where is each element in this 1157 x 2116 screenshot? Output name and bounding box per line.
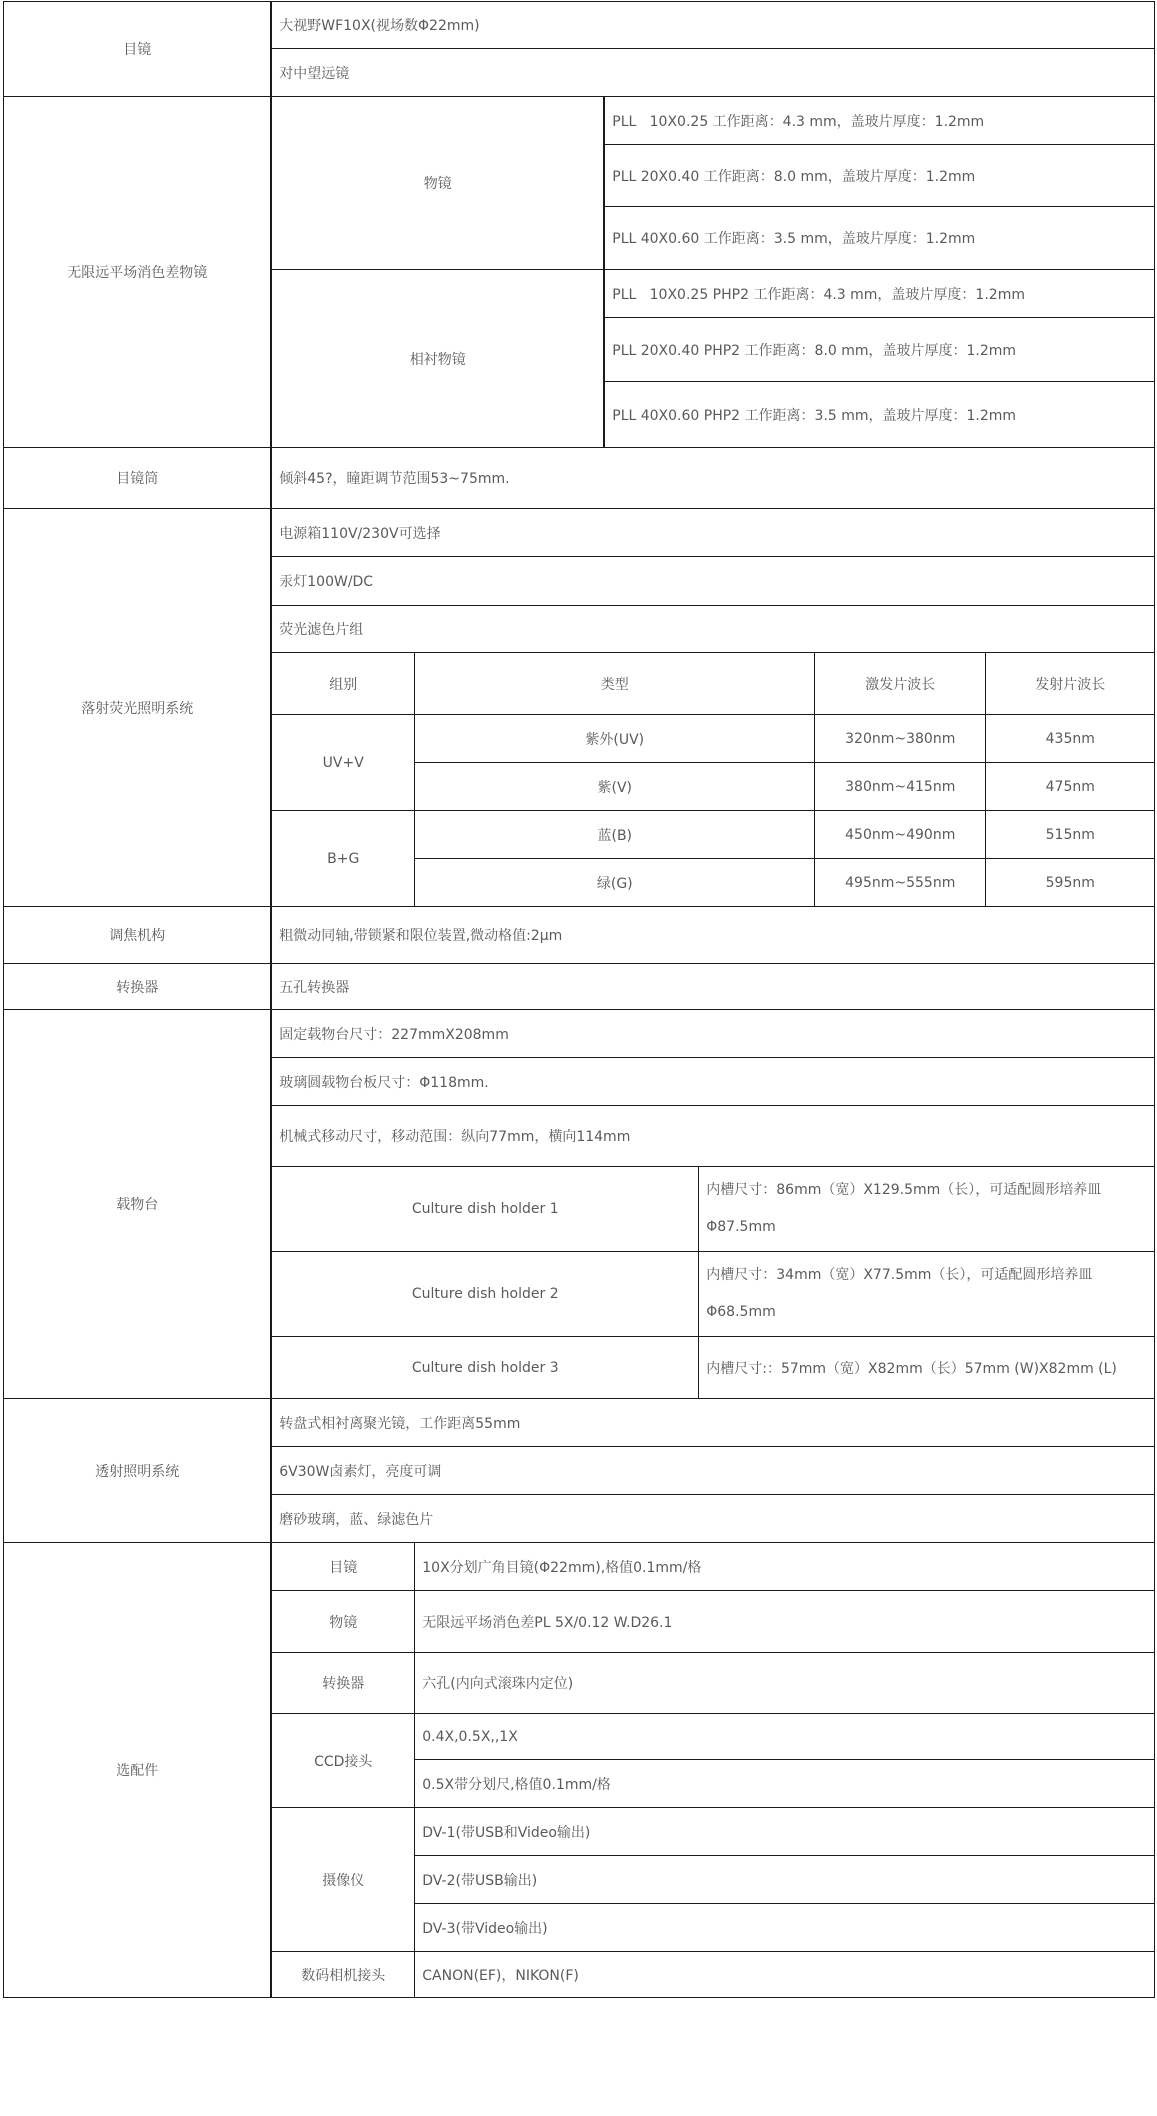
label: 相衬物镜 xyxy=(409,351,466,368)
value: PLL 20X0.40 工作距离：8.0 mm，盖玻片厚度：1.2mm xyxy=(612,168,976,185)
value: 电源箱110V/230V可选择 xyxy=(279,525,441,542)
stage-item xyxy=(271,1057,1155,1106)
header: 激发片波长 xyxy=(865,676,936,693)
filter-type xyxy=(414,858,815,907)
value: DV-1(带USB和Video输出) xyxy=(422,1824,591,1841)
objective-item xyxy=(604,96,1155,145)
value: 磨砂玻璃，蓝、绿滤色片 xyxy=(279,1511,434,1528)
holder-name xyxy=(271,1251,699,1337)
label: 落射荧光照明系统 xyxy=(81,701,194,718)
row-label-epi-fluorescence xyxy=(3,508,271,908)
filter-excitation xyxy=(814,762,986,811)
filter-emission xyxy=(985,810,1155,859)
value: PLL 10X0.25 工作距离：4.3 mm，盖玻片厚度：1.2mm xyxy=(612,113,985,130)
focus-value xyxy=(271,906,1155,964)
value: 无限远平场消色差PL 5X/0.12 W.D26.1 xyxy=(422,1614,673,1631)
label: 数码相机接头 xyxy=(301,1967,386,1984)
filter-header-excitation xyxy=(814,652,986,715)
filter-header-group xyxy=(271,652,415,715)
label: 目镜 xyxy=(123,42,152,59)
objective-group-label xyxy=(271,96,604,270)
value: 六孔(内向式滚珠内定位) xyxy=(422,1676,574,1693)
filter-type xyxy=(414,714,815,763)
option-group-label xyxy=(271,1807,415,1952)
tube-value xyxy=(271,447,1155,509)
option-item xyxy=(414,1951,1155,1998)
filter-group-name xyxy=(271,810,415,907)
value: 380nm~415nm xyxy=(845,778,956,795)
value: 五孔转换器 xyxy=(279,979,350,996)
label: 摄像仪 xyxy=(322,1872,365,1889)
filter-emission xyxy=(985,762,1155,811)
option-item xyxy=(414,1590,1155,1653)
label: 载物台 xyxy=(116,1197,159,1214)
value: Culture dish holder 3 xyxy=(411,1359,559,1376)
filter-excitation xyxy=(814,858,986,907)
label: 目镜 xyxy=(329,1559,358,1576)
value: 大视野WF10X(视场数Φ22mm) xyxy=(279,18,480,35)
value: 内槽尺寸：86mm（宽）X129.5mm（长），可适配圆形培养皿 xyxy=(706,1182,1102,1199)
value: DV-3(带Video输出) xyxy=(422,1920,548,1937)
filter-type xyxy=(414,810,815,859)
label: CCD接头 xyxy=(314,1753,373,1770)
option-item xyxy=(414,1855,1155,1904)
phase-objective-item xyxy=(604,317,1155,382)
option-group-label xyxy=(271,1590,415,1653)
holder-spec xyxy=(698,1166,1155,1252)
label: 选配件 xyxy=(116,1763,159,1780)
filter-type xyxy=(414,762,815,811)
option-group-label xyxy=(271,1652,415,1714)
label: 调焦机构 xyxy=(109,928,166,945)
holder-spec xyxy=(698,1336,1155,1399)
stage-item xyxy=(271,1009,1155,1058)
transmitted-item xyxy=(271,1398,1155,1447)
row-label-stage xyxy=(3,1009,271,1399)
row-label-tube xyxy=(3,447,271,509)
label: 转换器 xyxy=(322,1676,365,1693)
option-item xyxy=(414,1759,1155,1808)
option-item xyxy=(414,1542,1155,1591)
label: 物镜 xyxy=(329,1614,358,1631)
value: UV+V xyxy=(322,754,364,771)
option-item xyxy=(414,1652,1155,1714)
value: 绿(G) xyxy=(596,875,633,892)
value: 320nm~380nm xyxy=(845,730,956,747)
nosepiece-value xyxy=(271,963,1155,1010)
value: 紫外(UV) xyxy=(585,731,645,748)
stage-item xyxy=(271,1105,1155,1167)
filter-excitation xyxy=(814,714,986,763)
value: 固定载物台尺寸：227mmX208mm xyxy=(279,1026,509,1043)
objective-item xyxy=(604,144,1155,207)
holder-spec xyxy=(698,1251,1155,1337)
option-item xyxy=(414,1807,1155,1856)
value: B+G xyxy=(327,850,360,867)
epi-item xyxy=(271,556,1155,606)
row-label-nosepiece xyxy=(3,963,271,1010)
row-label-eyepiece xyxy=(3,1,271,97)
value: 紫(V) xyxy=(597,779,632,796)
filter-header-type xyxy=(414,652,815,715)
objective-item xyxy=(604,206,1155,270)
label: 转换器 xyxy=(116,979,159,996)
filter-emission xyxy=(985,714,1155,763)
value: 转盘式相衬离聚光镜，工作距离55mm xyxy=(279,1415,521,1432)
row-label-transmitted xyxy=(3,1398,271,1543)
value: 粗微动同轴,带锁紧和限位装置,微动格值:2μm xyxy=(279,928,563,945)
value: 595nm xyxy=(1045,874,1095,891)
header: 发射片波长 xyxy=(1035,676,1106,693)
row-label-objective xyxy=(3,96,271,448)
label: 无限远平场消色差物镜 xyxy=(67,265,208,282)
value: 玻璃圆载物台板尺寸：Φ118mm. xyxy=(279,1074,489,1091)
value: 450nm~490nm xyxy=(845,826,956,843)
filter-header-emission xyxy=(985,652,1155,715)
transmitted-item xyxy=(271,1446,1155,1495)
option-group-label xyxy=(271,1542,415,1591)
value: Φ87.5mm xyxy=(706,1219,776,1236)
phase-objective-item xyxy=(604,381,1155,448)
holder-name xyxy=(271,1336,699,1399)
filter-emission xyxy=(985,858,1155,907)
option-item xyxy=(414,1903,1155,1952)
filter-group-name xyxy=(271,714,415,811)
value: CANON(EF)，NIKON(F) xyxy=(422,1967,579,1984)
option-item xyxy=(414,1713,1155,1760)
value: 0.4X,0.5X,,1X xyxy=(422,1728,518,1745)
value: DV-2(带USB输出) xyxy=(422,1872,538,1889)
value: PLL 10X0.25 PHP2 工作距离：4.3 mm，盖玻片厚度：1.2mm xyxy=(612,286,1025,303)
value: Φ68.5mm xyxy=(706,1304,776,1321)
header: 组别 xyxy=(329,676,358,693)
epi-item xyxy=(271,605,1155,653)
filter-excitation xyxy=(814,810,986,859)
value: 对中望远镜 xyxy=(279,65,350,82)
label: 物镜 xyxy=(423,176,452,193)
value: 倾斜45?，瞳距调节范围53~75mm. xyxy=(279,471,510,488)
eyepiece-item xyxy=(271,1,1155,49)
value: PLL 20X0.40 PHP2 工作距离：8.0 mm，盖玻片厚度：1.2mm xyxy=(612,342,1017,359)
value: Culture dish holder 1 xyxy=(411,1201,559,1218)
value: 蓝(B) xyxy=(597,827,633,844)
transmitted-item xyxy=(271,1494,1155,1543)
label: 透射照明系统 xyxy=(95,1463,180,1480)
value: 10X分划广角目镜(Φ22mm),格值0.1mm/格 xyxy=(422,1559,702,1576)
row-label-options xyxy=(3,1542,271,1998)
phase-objective-item xyxy=(604,269,1155,318)
phase-objective-group-label xyxy=(271,269,604,448)
value: 0.5X带分划尺,格值0.1mm/格 xyxy=(422,1776,611,1793)
value: 荧光滤色片组 xyxy=(279,622,364,639)
holder-name xyxy=(271,1166,699,1252)
value: PLL 40X0.60 PHP2 工作距离：3.5 mm，盖玻片厚度：1.2mm xyxy=(612,407,1017,424)
value: 435nm xyxy=(1045,730,1095,747)
value: Culture dish holder 2 xyxy=(411,1286,559,1303)
value: 6V30W卤素灯，亮度可调 xyxy=(279,1463,442,1480)
label: 目镜筒 xyxy=(116,471,159,488)
option-group-label xyxy=(271,1713,415,1808)
value: 内槽尺寸：34mm（宽）X77.5mm（长），可适配圆形培养皿 xyxy=(706,1267,1093,1284)
value: 汞灯100W/DC xyxy=(279,574,374,591)
value: 515nm xyxy=(1045,826,1095,843)
header: 类型 xyxy=(600,676,629,693)
value: 495nm~555nm xyxy=(845,874,956,891)
value: 内槽尺寸:：57mm（宽）X82mm（长）57mm (W)X82mm (L) xyxy=(706,1360,1117,1377)
value: 机械式移动尺寸，移动范围：纵向77mm，横向114mm xyxy=(279,1129,631,1146)
eyepiece-item xyxy=(271,48,1155,97)
epi-item xyxy=(271,508,1155,557)
option-group-label xyxy=(271,1951,415,1998)
value: PLL 40X0.60 工作距离：3.5 mm，盖玻片厚度：1.2mm xyxy=(612,231,976,248)
row-label-focus xyxy=(3,906,271,964)
value: 475nm xyxy=(1045,778,1095,795)
